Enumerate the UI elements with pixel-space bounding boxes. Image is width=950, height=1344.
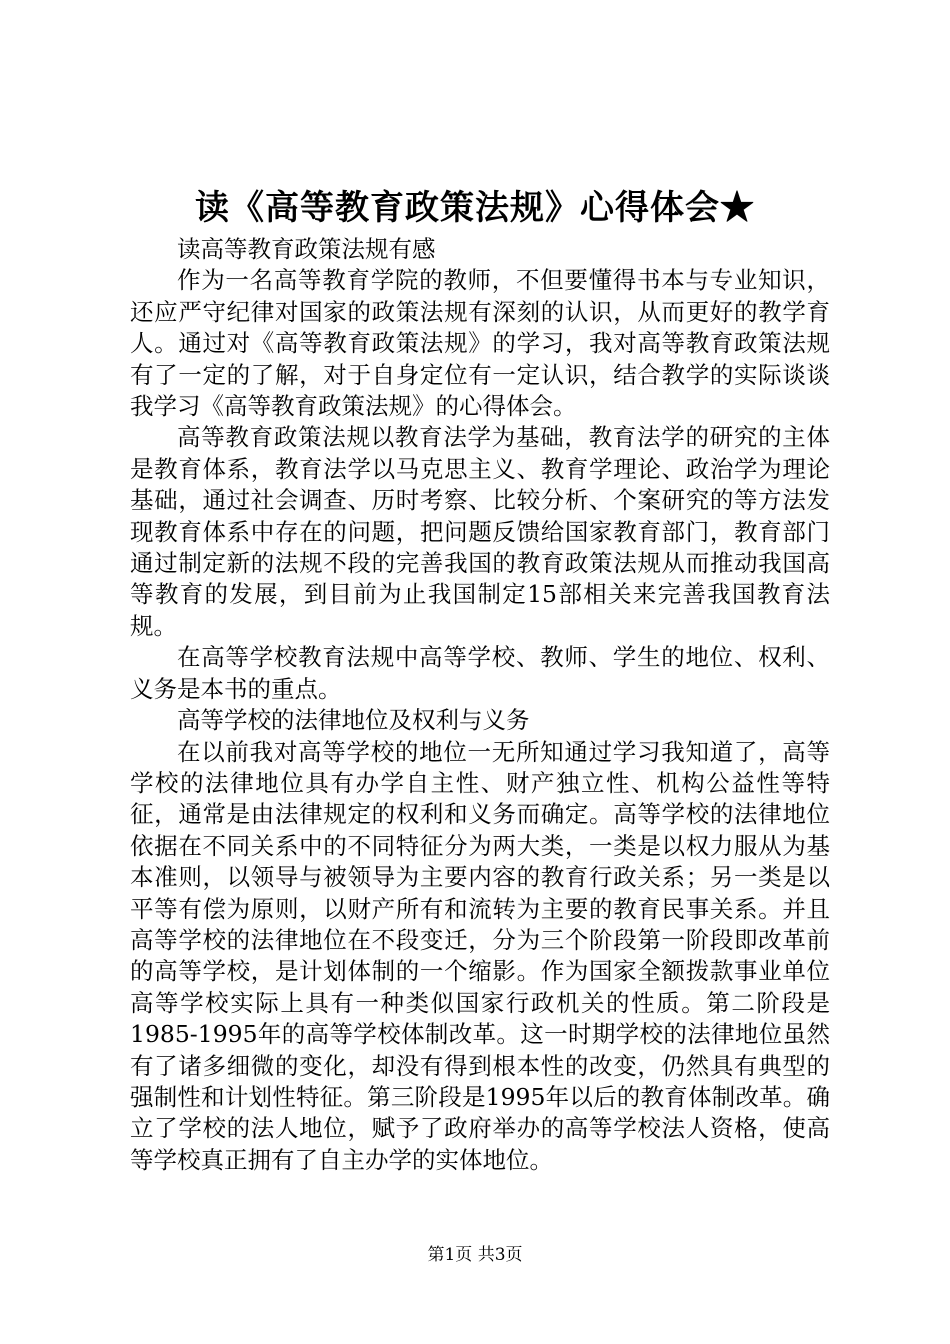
paragraph-subtitle: 读高等教育政策法规有感 [177, 235, 436, 263]
paragraph-focus: 在高等学校教育法规中高等学校、教师、学生的地位、权利、义务是本书的重点。 [130, 643, 830, 703]
paragraph-foundation: 高等教育政策法规以教育法学为基础，教育法学的研究的主体是教育体系，教育法学以马克思主义、教育学理论、政治学为理论基础，通过社会调查、历时考察、比较分析、个案研究的等方法发现教育体系中存在的问题，把问题反馈给国家教育部门，教育部门通过制定新的法规不段的完善我国的教育政策法规从而推动我国高等教育的发展，到目前为止我国制定15部相关来完善我国教育法规。 [130, 423, 830, 640]
page-number-footer: 第1页 共3页 [427, 1245, 523, 1265]
paragraph-intro: 作为一名高等教育学院的教师，不但要懂得书本与专业知识，还应严守纪律对国家的政策法规有深刻的认识，从而更好的教学育人。通过对《高等教育政策法规》的学习，我对高等教育政策法规有了一定的了解，对于自身定位有一定认识，结合教学的实际谈谈我学习《高等教育政策法规》的心得体会。 [130, 266, 830, 421]
paragraph-heading-legal-status: 高等学校的法律地位及权利与义务 [177, 706, 530, 735]
document-body [130, 234, 830, 1176]
document-title: 读《高等教育政策法规》心得体会★ [195, 188, 755, 228]
paragraph-legal-status: 在以前我对高等学校的地位一无所知通过学习我知道了，高等学校的法律地位具有办学自主性、财产独立性、机构公益性等特征，通常是由法律规定的权利和义务而确定。高等学校的法律地位依据在不同关系中的不同特征分为两大类，一类是以权力服从为基本准则，以领导与被领导为主要内容的教育行政关系；另一类是以平等有偿为原则，以财产所有和流转为主要的教育民事关系。并且高等学校的法律地位在不段变迁，分为三个阶段第一阶段即改革前的高等学校，是计划体制的一个缩影。作为国家全额拨款事业单位高等学校实际上具有一种类似国家行政机关的性质。第二阶段是1985-1995年的高等学校体制改革。这一时期学校的法律地位虽然有了诸多细微的变化，却没有得到根本性的改变，仍然具有典型的强制性和计划性特征。第三阶段是1995年以后的教育体制改革。确立了学校的法人地位，赋予了政府举办的高等学校法人资格，使高等学校真正拥有了自主办学的实体地位。 [130, 737, 830, 1174]
